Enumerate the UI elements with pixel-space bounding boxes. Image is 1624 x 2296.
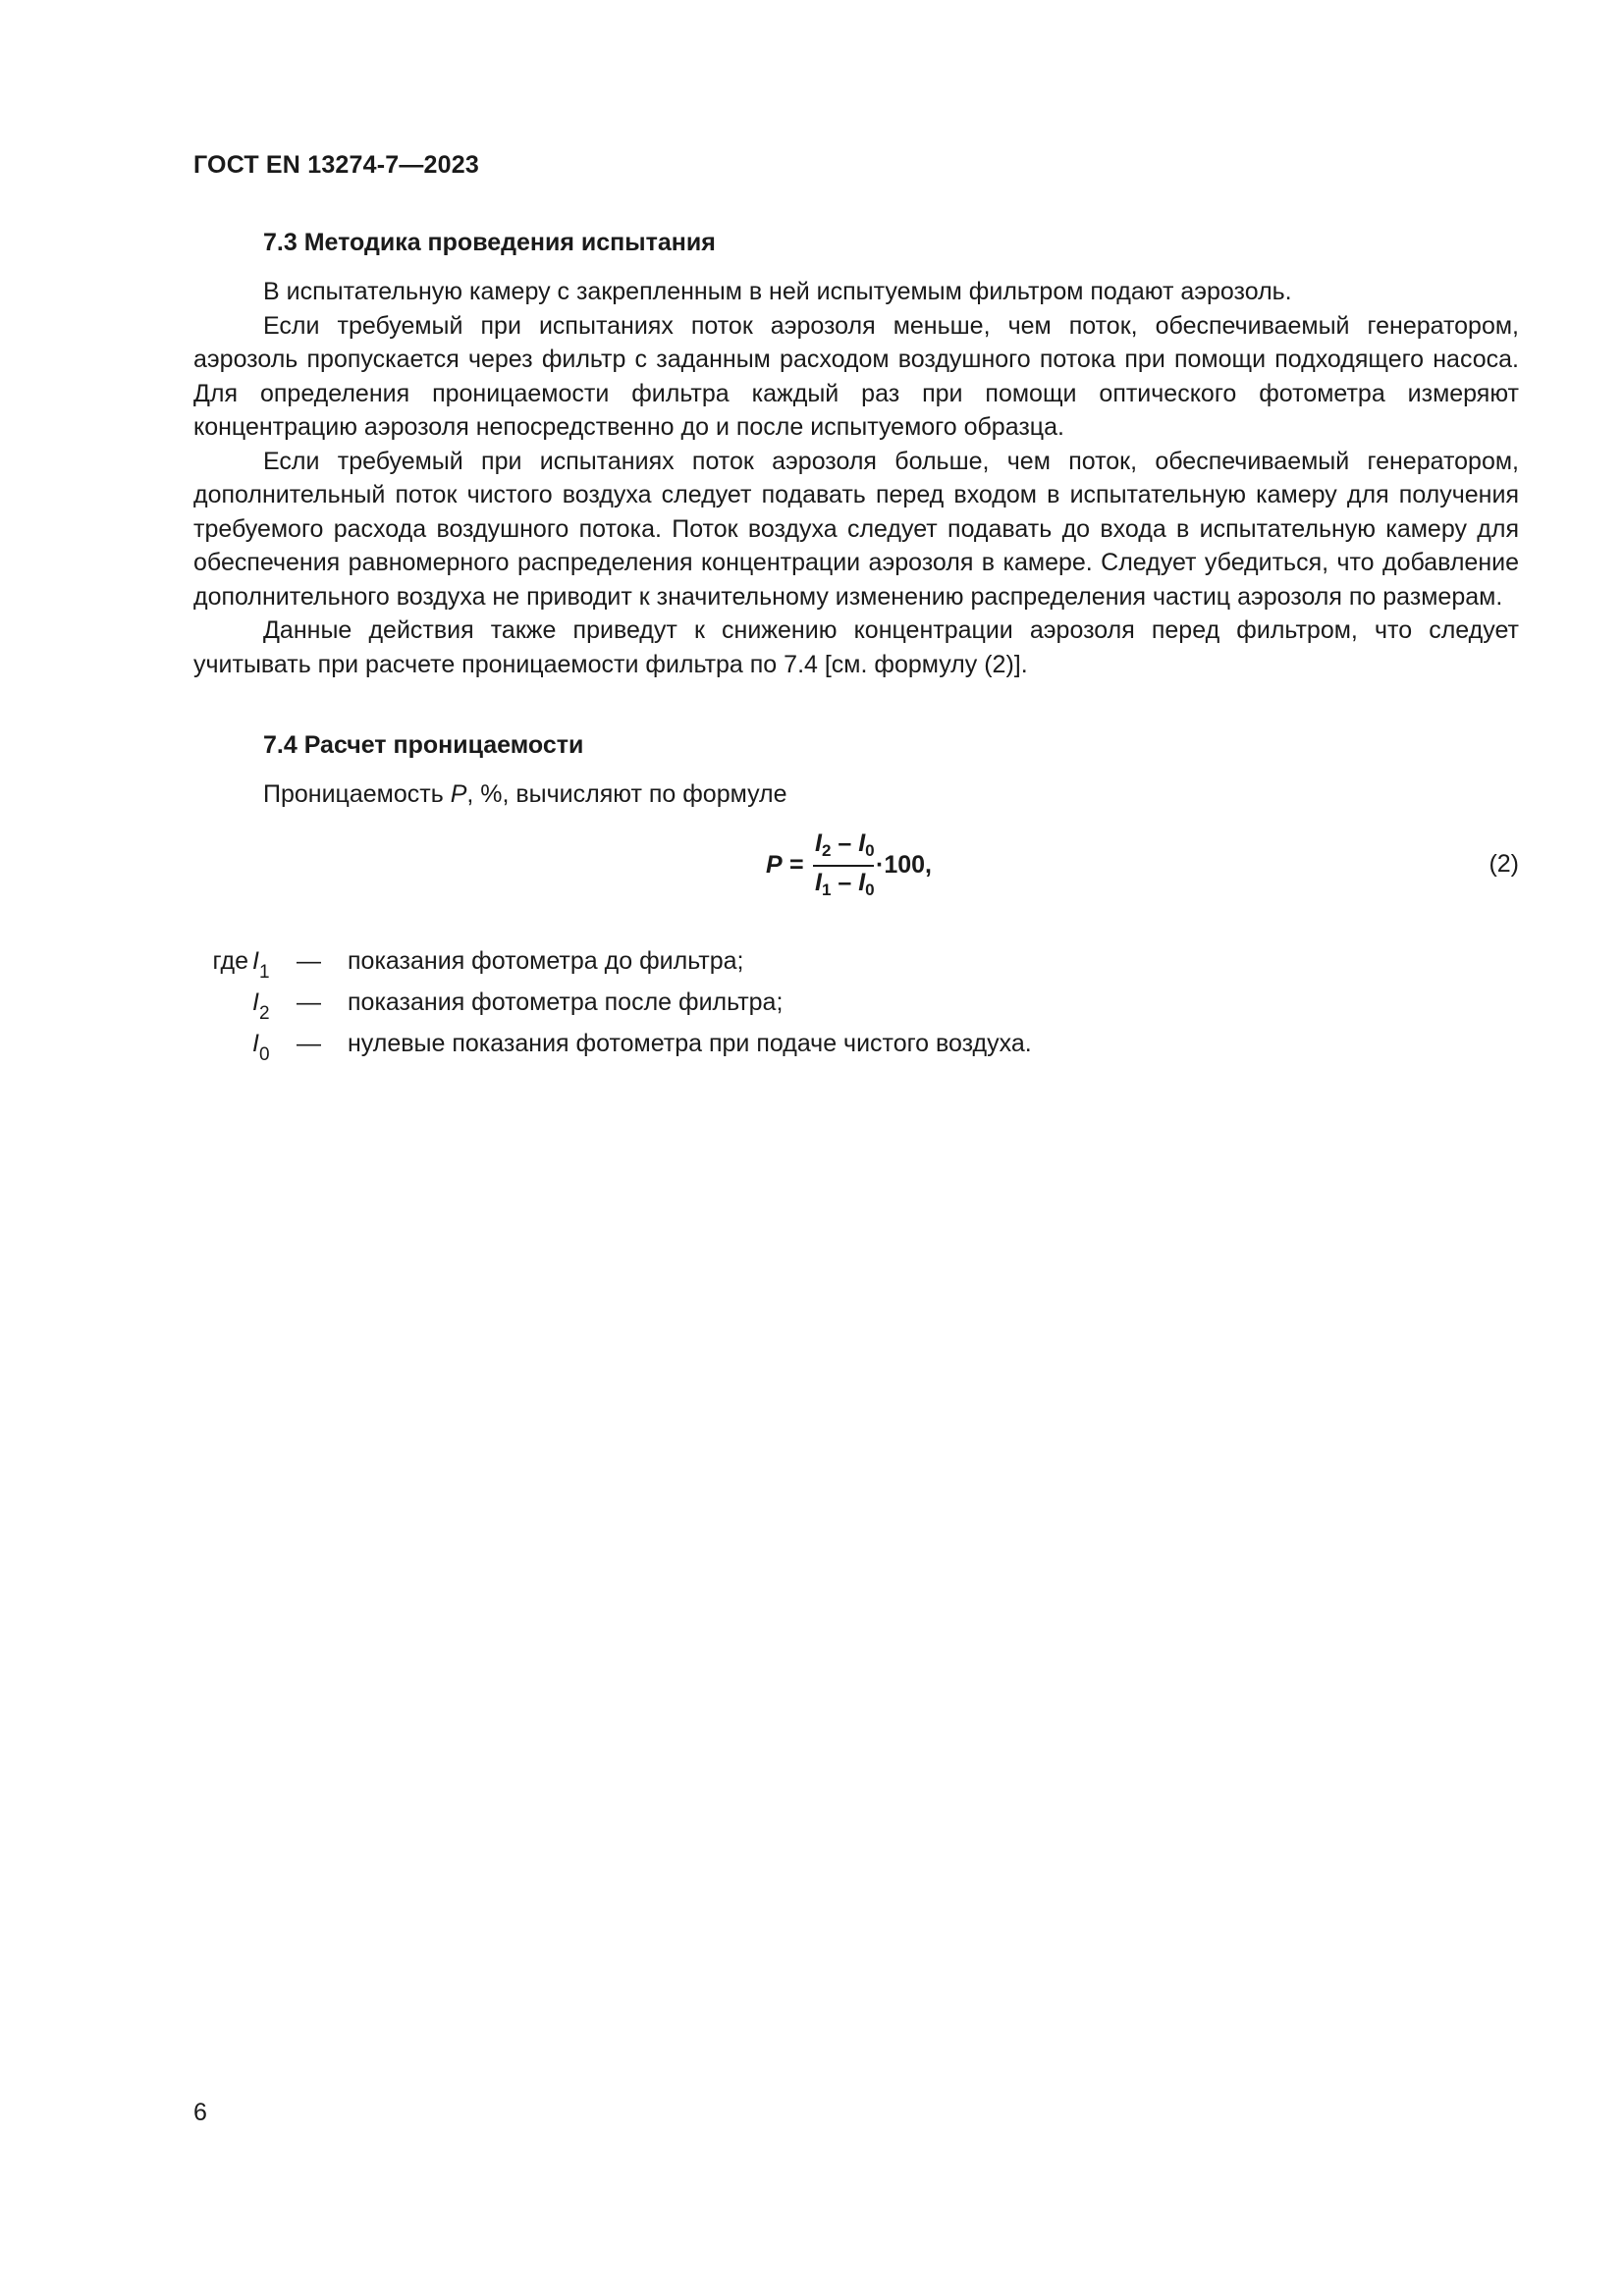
formula-multiplier: ·100,: [876, 851, 932, 879]
formula-equals: =: [789, 851, 804, 879]
formula-intro-before: Проницаемость: [263, 780, 451, 808]
formula-intro-after: , %, вычисляют по формуле: [466, 780, 787, 808]
legend-dash: —: [297, 988, 321, 1016]
paragraph: Если требуемый при испытаниях поток аэрозоля больше, чем поток, обеспечиваемый генератором, дополнительный поток чистого воздуха следует подавать перед входом в испытательную камеру для получения требуемого расхода воздушного потока. Поток воздуха следует подавать до входа в испытательную камеру для обеспечения равномерного распределения концентрации аэрозоля в камере. Следует убедиться, что добавление дополнительного воздуха не приводит к значительному изменению распределения частиц аэрозоля по размерам.: [193, 447, 1519, 611]
document-header: ГОСТ EN 13274-7—2023: [193, 151, 479, 179]
section-7-4-title: 7.4 Расчет проницаемости: [263, 731, 584, 759]
formula-numerator: $I_2 - I_0$: [815, 829, 875, 860]
legend-symbol: $I_0$: [252, 1030, 270, 1065]
paragraph: Если требуемый при испытаниях поток аэрозоля меньше, чем поток, обеспечиваемый генератором, аэрозоль пропускается через фильтр с заданным расходом воздушного потока при помощи подходящего насоса. Для определения проницаемости фильтра каждый раз при помощи оптического фотометра измеряют концентрацию аэрозоля непосредственно до и после испытуемого образца.: [193, 311, 1519, 441]
formula-denominator: $I_1 - I_0$: [815, 869, 875, 899]
legend-symbol: $I_1$: [252, 947, 270, 983]
formula-number: (2): [1489, 850, 1519, 878]
legend-description: показания фотометра до фильтра;: [348, 947, 744, 975]
legend-description: показания фотометра после фильтра;: [348, 988, 784, 1016]
section-7-3-body: [193, 275, 1519, 681]
legend-lead: где: [212, 947, 248, 975]
section-7-3-title: 7.3 Методика проведения испытания: [263, 229, 716, 256]
legend-symbol: $I_2$: [252, 988, 270, 1024]
paragraph: Данные действия также приведут к снижению концентрации аэрозоля перед фильтром, что следует учитывать при расчете проницаемости фильтра по 7.4 [см. формулу (2)].: [193, 616, 1519, 678]
formula-intro: [263, 780, 787, 809]
formula-intro-var: P: [450, 780, 467, 808]
page-number: 6: [193, 2099, 207, 2126]
legend-dash: —: [297, 1030, 321, 1057]
fraction-bar: [813, 865, 874, 867]
legend-dash: —: [297, 947, 321, 975]
legend-description: нулевые показания фотометра при подаче чистого воздуха.: [348, 1030, 1032, 1057]
paragraph: В испытательную камеру с закрепленным в ней испытуемым фильтром подают аэрозоль.: [263, 278, 1292, 305]
formula-lhs: P: [766, 851, 783, 879]
